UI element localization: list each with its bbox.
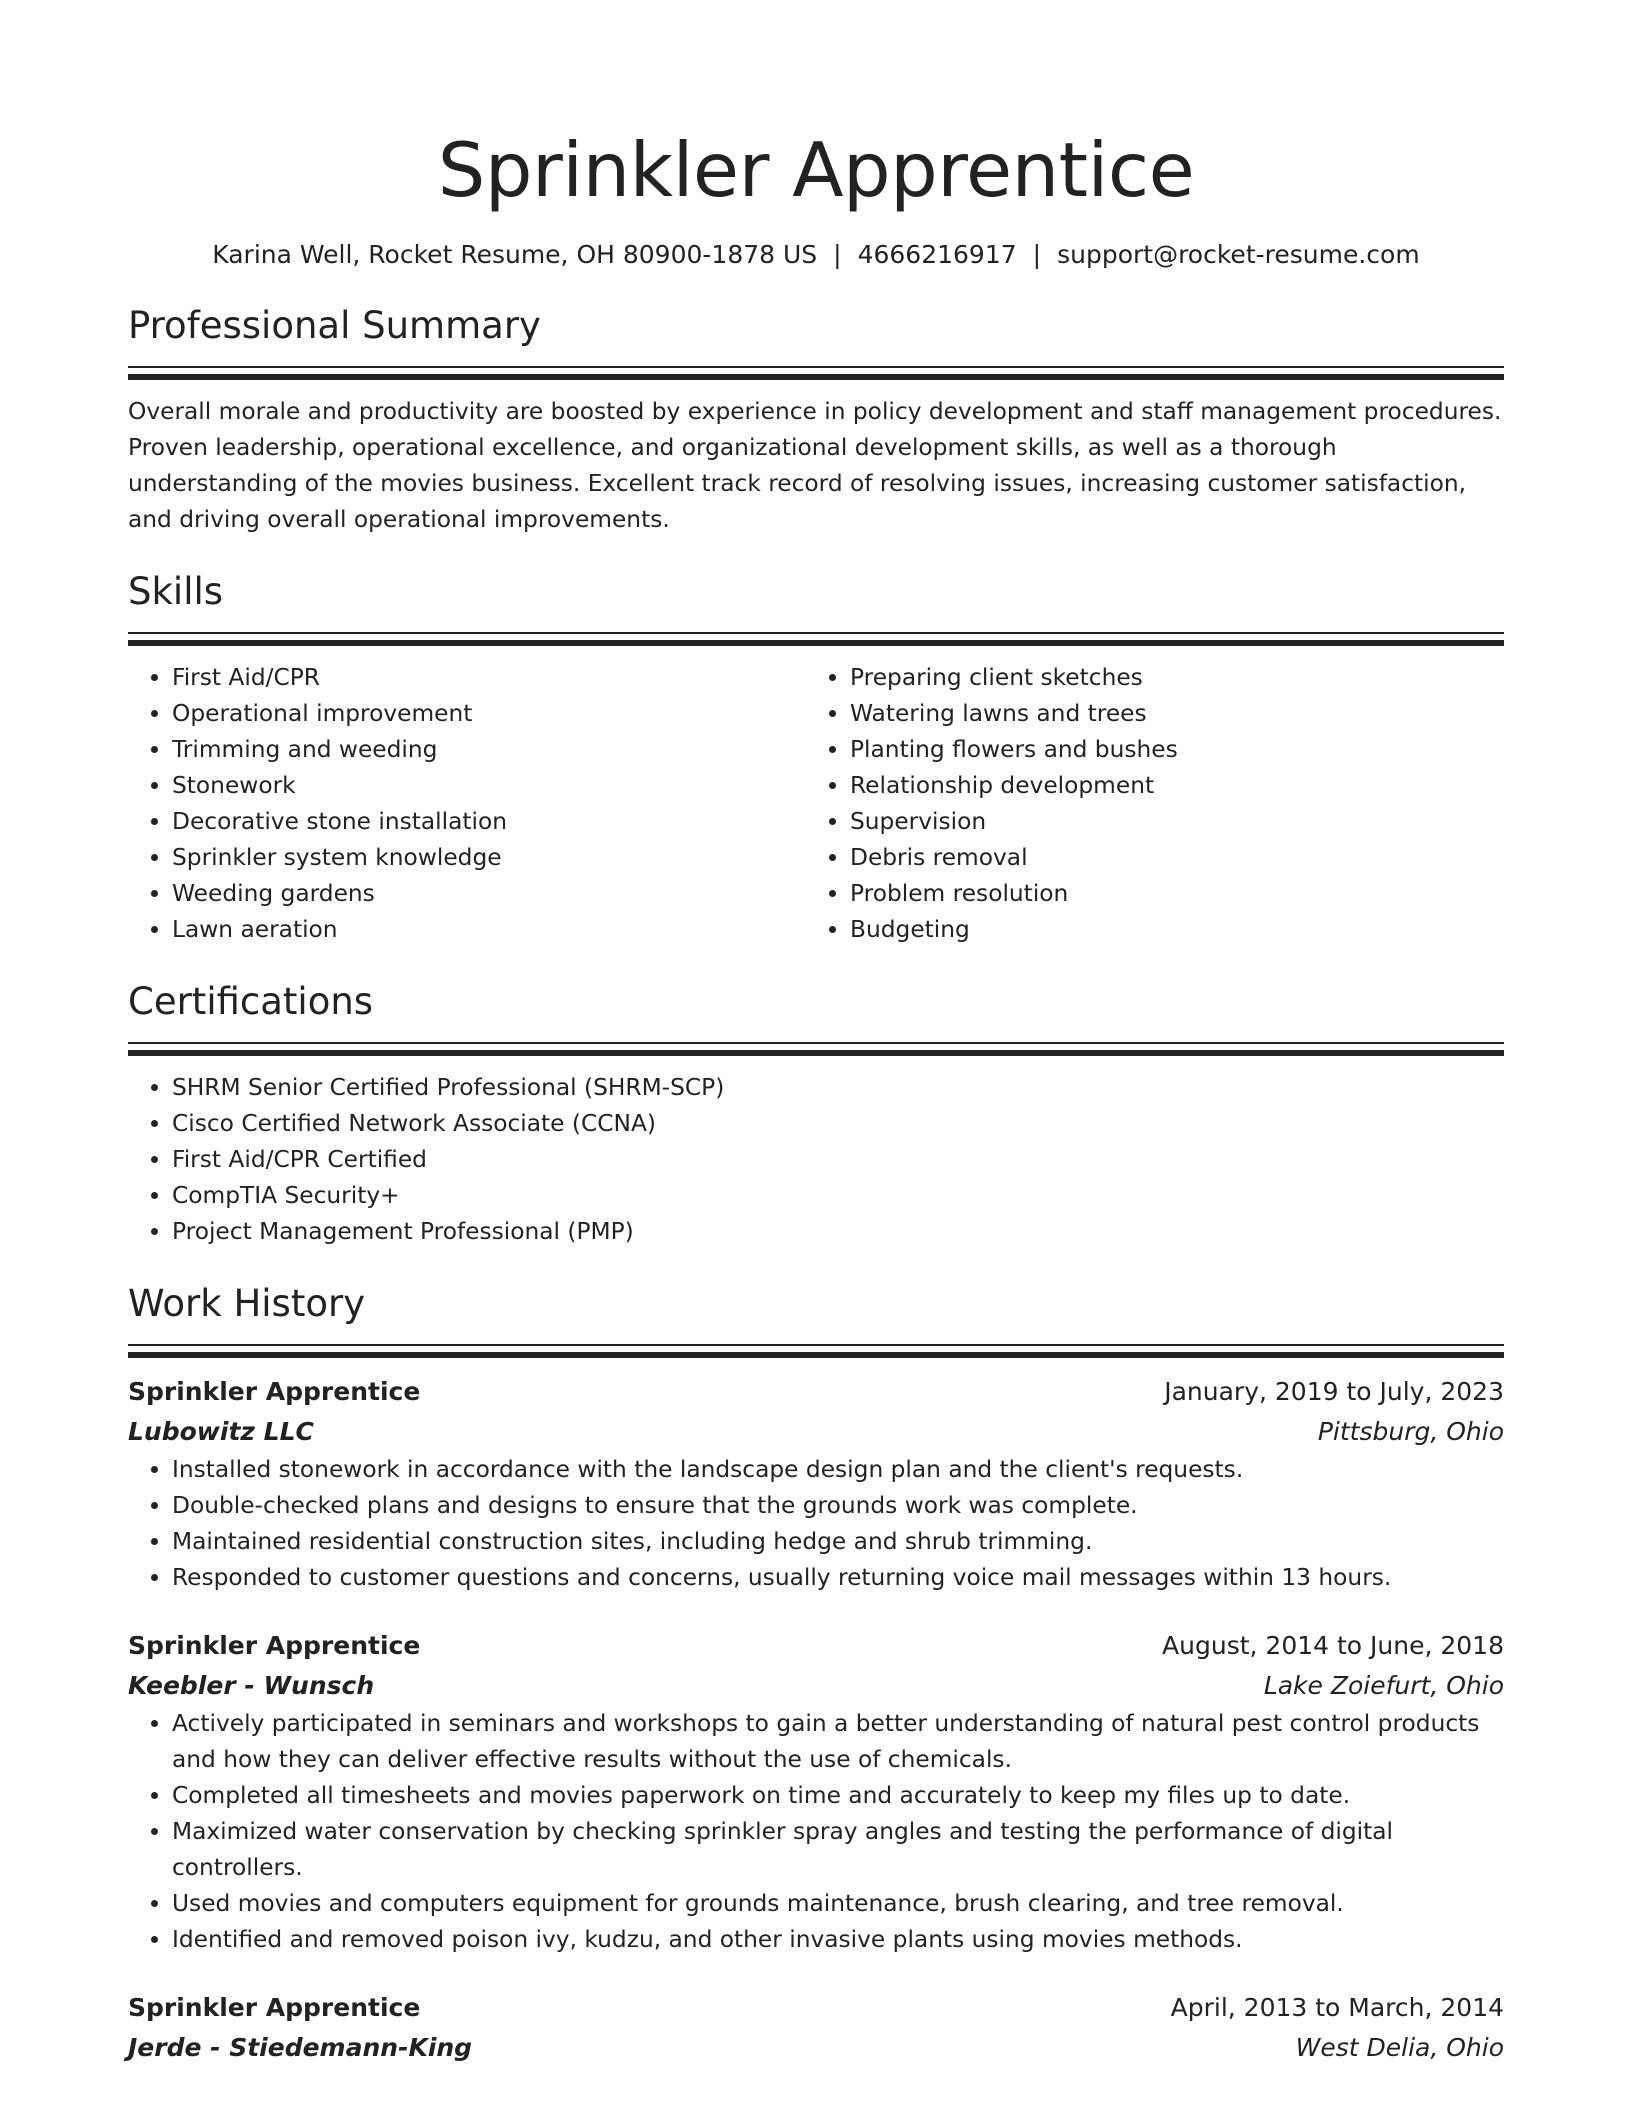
section-divider: [128, 366, 1504, 368]
job-dates: January, 2019 to July, 2023: [1164, 1377, 1504, 1406]
skill-item: • Relationship development: [850, 768, 1484, 804]
section-divider: [128, 1344, 1504, 1346]
certifications-heading: Certifications: [128, 980, 374, 1023]
section-divider-thick: [128, 640, 1504, 646]
skill-item: • Lawn aeration: [172, 912, 806, 948]
job-bullet: • Identified and removed poison ivy, kudzu, and other invasive plants using movies methods.: [172, 1922, 1504, 1958]
job-bullets: [128, 1452, 1504, 1596]
work-history-section: [128, 1280, 1504, 2068]
job-bullet: • Maximized water conservation by checking sprinkler spray angles and testing the performance of digital controllers.: [172, 1814, 1504, 1886]
contact-separator: |: [1032, 240, 1042, 269]
job-bullet: • Completed all timesheets and movies paperwork on time and accurately to keep my files up to date.: [172, 1778, 1504, 1814]
certification-item: • Cisco Certified Network Associate (CCNA): [172, 1106, 1504, 1142]
work-history-heading: Work History: [128, 1282, 366, 1325]
job-subheader: [128, 1412, 1504, 1452]
summary-text: Overall morale and productivity are boosted by experience in policy development and staff management procedures. Proven leadership, operational excellence, and organizational development skills, as well as a thorough understanding of the movies business. Excellent track record of resolving issues, increasing customer satisfaction, and driving overall operational improvements.: [128, 398, 1502, 533]
job-subheader: [128, 1666, 1504, 1706]
section-divider: [128, 632, 1504, 634]
skill-item: • Trimming and weeding: [172, 732, 806, 768]
job-location: West Delia, Ohio: [1295, 2033, 1504, 2062]
job-dates: August, 2014 to June, 2018: [1162, 1631, 1504, 1660]
certification-item: • First Aid/CPR Certified: [172, 1142, 1504, 1178]
job-company: Keebler - Wunsch: [128, 1671, 375, 1700]
job-entry: [128, 1372, 1504, 1596]
job-location: Lake Zoiefurt, Ohio: [1263, 1671, 1504, 1700]
skill-item: • Problem resolution: [850, 876, 1484, 912]
skills-column-left: [128, 660, 806, 948]
skills-list-left: [128, 660, 806, 948]
job-title: Sprinkler Apprentice: [128, 1993, 421, 2022]
skill-item: • Stonework: [172, 768, 806, 804]
skill-item: • Debris removal: [850, 840, 1484, 876]
job-bullet: • Actively participated in seminars and workshops to gain a better understanding of natural pest control products and how they can deliver effective results without the use of chemicals.: [172, 1706, 1504, 1778]
job-bullet: • Double-checked plans and designs to ensure that the grounds work was complete.: [172, 1488, 1504, 1524]
section-divider-thick: [128, 1050, 1504, 1056]
certification-item: • SHRM Senior Certified Professional (SHRM-SCP): [172, 1070, 1504, 1106]
resume-name: Sprinkler Apprentice: [437, 126, 1195, 214]
job-location: Pittsburg, Ohio: [1317, 1417, 1504, 1446]
job-header: [128, 1988, 1504, 2028]
skill-item: • Watering lawns and trees: [850, 696, 1484, 732]
skill-item: • Budgeting: [850, 912, 1484, 948]
skill-item: • Decorative stone installation: [172, 804, 806, 840]
skill-item: • Weeding gardens: [172, 876, 806, 912]
contact-separator: |: [833, 240, 842, 269]
summary-heading: Professional Summary: [128, 304, 541, 347]
job-title: Sprinkler Apprentice: [128, 1377, 421, 1406]
skill-item: • First Aid/CPR: [172, 660, 806, 696]
contact-email: support@rocket-resume.com: [1057, 240, 1420, 269]
job-header: [128, 1372, 1504, 1412]
certification-item: • Project Management Professional (PMP): [172, 1214, 1504, 1250]
job-header: [128, 1626, 1504, 1666]
certifications-list: [128, 1070, 1504, 1250]
skill-item: • Supervision: [850, 804, 1484, 840]
job-subheader: [128, 2028, 1504, 2068]
skill-item: • Operational improvement: [172, 696, 806, 732]
section-divider-thick: [128, 1352, 1504, 1358]
contact-address: Karina Well, Rocket Resume, OH 80900-1878 US: [212, 240, 818, 269]
section-divider-thick: [128, 374, 1504, 380]
job-bullet: • Maintained residential construction sites, including hedge and shrub trimming.: [172, 1524, 1504, 1560]
certifications-section: [128, 978, 1504, 1250]
job-company: Jerde - Stiedemann-King: [128, 2033, 473, 2062]
job-dates: April, 2013 to March, 2014: [1170, 1993, 1504, 2022]
job-entry: [128, 1988, 1504, 2068]
job-company: Lubowitz LLC: [128, 1417, 314, 1446]
summary-section: [128, 302, 1504, 538]
job-bullet: • Installed stonework in accordance with the landscape design plan and the client's requests.: [172, 1452, 1504, 1488]
contact-line: [128, 238, 1504, 272]
skills-section: [128, 568, 1504, 948]
skills-list-right: [806, 660, 1484, 948]
job-bullet: • Used movies and computers equipment for grounds maintenance, brush clearing, and tree removal.: [172, 1886, 1504, 1922]
skill-item: • Sprinkler system knowledge: [172, 840, 806, 876]
contact-phone: 4666216917: [857, 240, 1017, 269]
skills-heading: Skills: [128, 570, 224, 613]
job-bullet: • Responded to customer questions and concerns, usually returning voice mail messages within 13 hours.: [172, 1560, 1504, 1596]
skill-item: • Planting flowers and bushes: [850, 732, 1484, 768]
skills-grid: [128, 660, 1504, 948]
skills-column-right: [806, 660, 1484, 948]
skill-item: • Preparing client sketches: [850, 660, 1484, 696]
job-bullets: [128, 1706, 1504, 1958]
job-entry: [128, 1626, 1504, 1958]
certification-item: • CompTIA Security+: [172, 1178, 1504, 1214]
resume-page: [128, 0, 1504, 2068]
section-divider: [128, 1042, 1504, 1044]
job-title: Sprinkler Apprentice: [128, 1631, 421, 1660]
